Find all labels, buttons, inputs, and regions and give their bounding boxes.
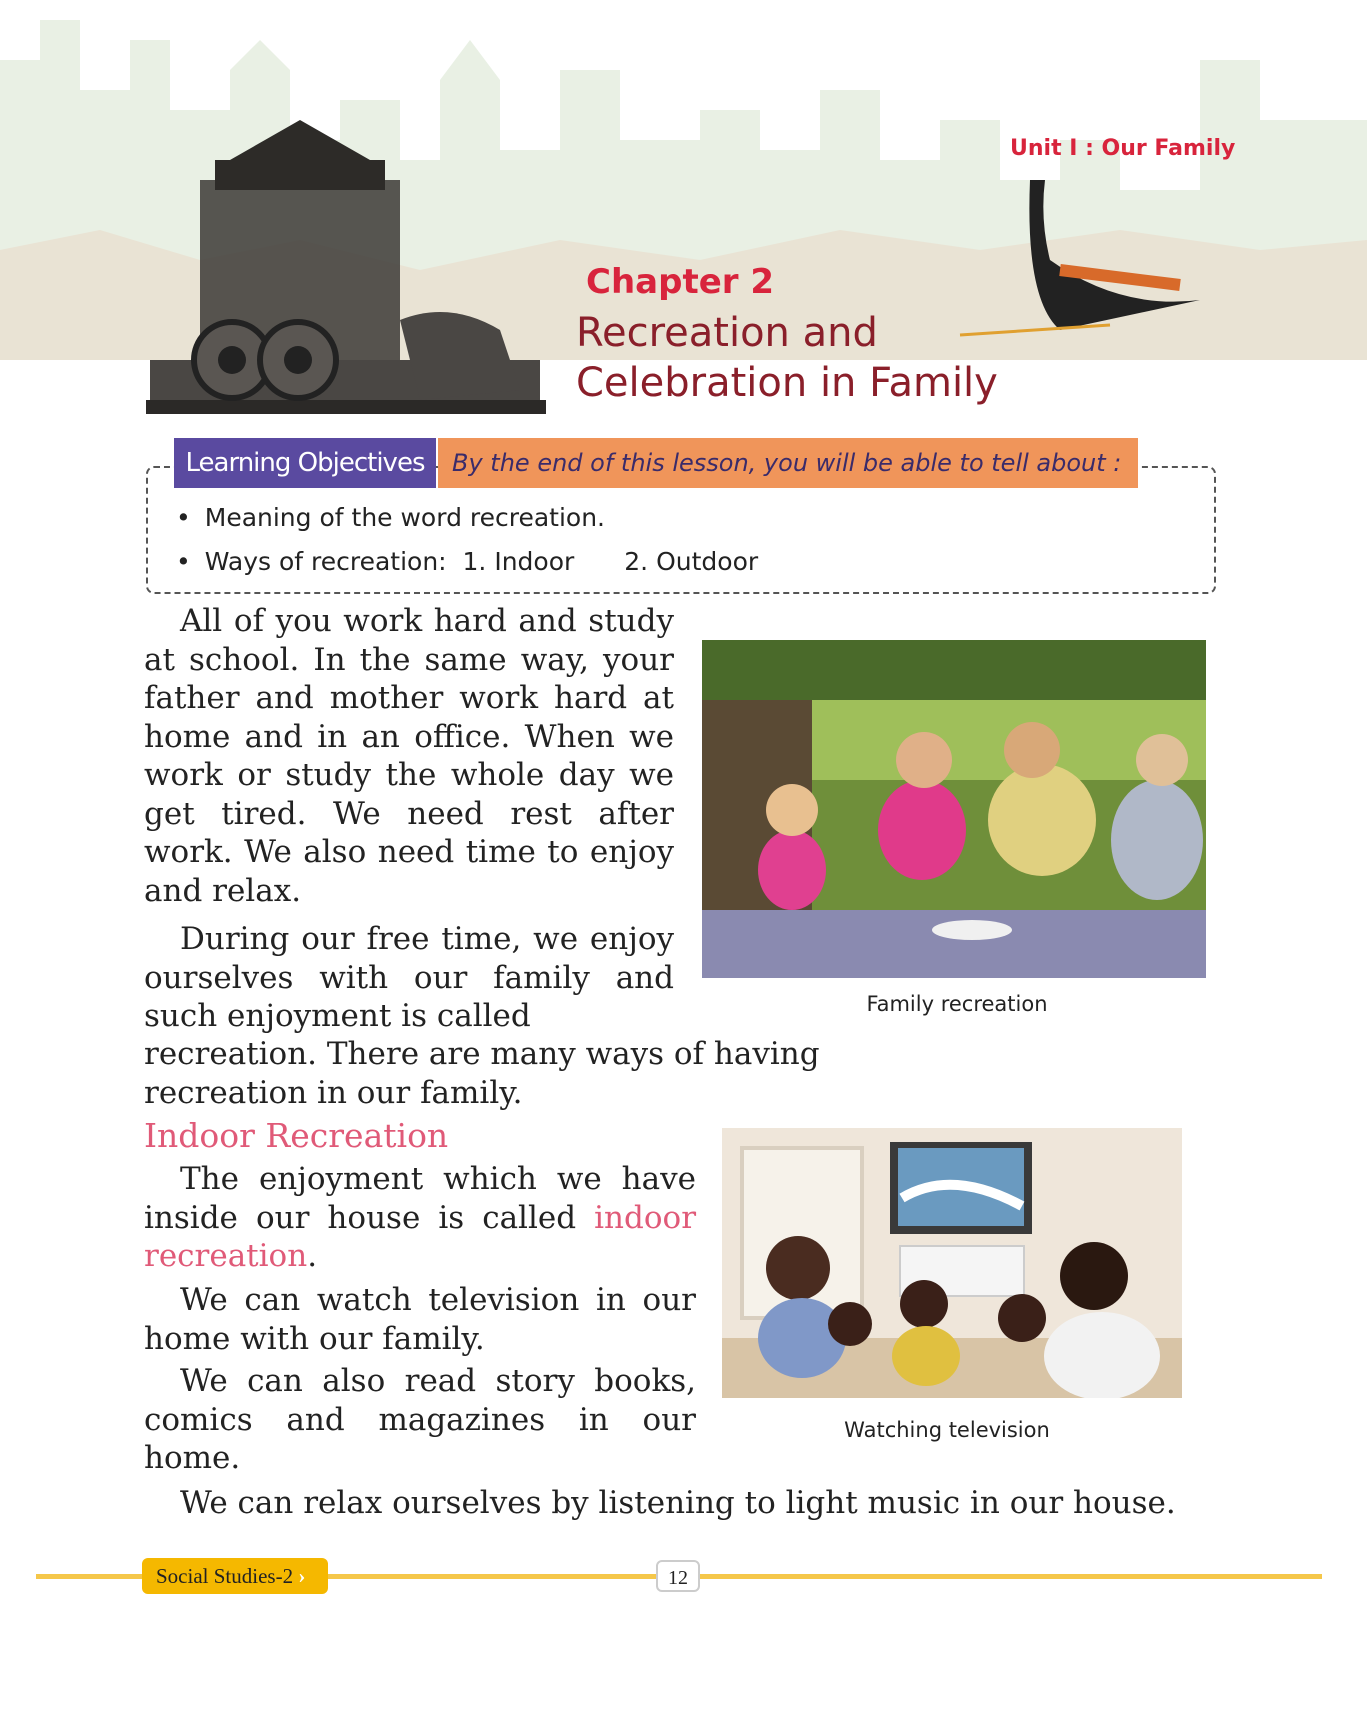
- objective-item: • Ways of recreation: 1. Indoor 2. Outdoor: [176, 540, 758, 584]
- indoor-recreation-heading: Indoor Recreation: [144, 1116, 449, 1155]
- objective-option-outdoor: 2. Outdoor: [624, 547, 759, 576]
- paragraph-indoor-definition: The enjoyment which we have inside our house is called indoor recreation.: [144, 1161, 697, 1274]
- chapter-number: Chapter 2: [586, 262, 775, 302]
- objective-item: • Meaning of the word recreation.: [176, 496, 758, 540]
- paragraph-free-time-a: During our free time, we enjoy ourselves with our family and such enjoyment is called: [144, 921, 674, 1034]
- footer-book-title: Social Studies-2 ›: [142, 1558, 328, 1594]
- family-picnic-photo: [702, 640, 1206, 978]
- chapter-title: [576, 308, 998, 408]
- paragraph-music: We can relax ourselves by listening to light music in our house.: [180, 1485, 1176, 1521]
- page-number: 12: [656, 1560, 700, 1592]
- family-recreation-caption: Family recreation: [866, 992, 1048, 1016]
- paragraph-television: We can watch television in our home with our family.: [144, 1282, 696, 1357]
- chapter-title-line1: Recreation and: [576, 310, 878, 356]
- learning-objectives-intro: By the end of this lesson, you will be able to tell about :: [438, 438, 1138, 488]
- paragraph-books: We can also read story books, comics and magazines in our home.: [144, 1363, 696, 1476]
- chapter-title-line2: Celebration in Family: [576, 360, 998, 406]
- term-indoor-recreation: indoor recreation: [144, 1199, 697, 1274]
- learning-objectives-tag: Learning Objectives: [174, 438, 436, 488]
- watching-television-caption: Watching television: [844, 1418, 1050, 1442]
- chevron-right-icon: ›: [293, 1564, 306, 1588]
- watching-television-photo: [722, 1128, 1182, 1398]
- learning-objectives-list: [176, 496, 758, 584]
- paragraph-intro: All of you work hard and study at school. In the same way, your father and mother work hard at home and in an office. When we work or study the whole day we get tired. We need rest after work. We also need time to enjoy and relax.: [144, 603, 674, 909]
- objective-option-indoor: 1. Indoor: [462, 547, 575, 576]
- unit-title: Unit I : Our Family: [1010, 136, 1236, 161]
- paragraph-free-time-b: recreation. There are many ways of having recreation in our family.: [144, 1036, 820, 1111]
